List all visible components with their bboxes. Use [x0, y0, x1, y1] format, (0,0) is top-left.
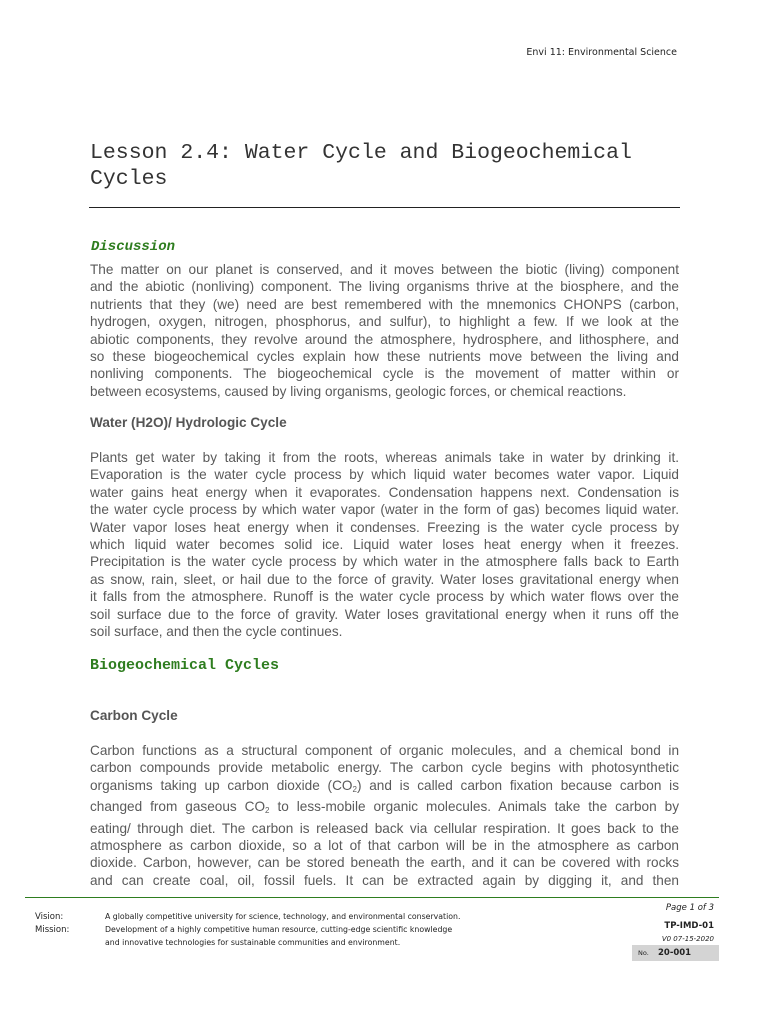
water-cycle-heading: Water (H2O)/ Hydrologic Cycle — [90, 415, 287, 430]
carbon-cycle-heading: Carbon Cycle — [90, 708, 178, 723]
lesson-title — [90, 140, 690, 192]
mission-text-line-1: Development of a highly competitive human resource, cutting-edge scientific knowledge — [105, 925, 453, 934]
paragraph-line: and the abiotic (nonliving) component. The living organisms thrive at the biosphere, and the — [90, 279, 679, 295]
text-run: to less-mobile organic molecules. Animals take the carbon by — [269, 799, 679, 815]
paragraph-line: Precipitation is the water cycle process by which water in the atmosphere falls back to Earth — [90, 554, 679, 570]
page-number: Page 1 of 3 — [665, 903, 714, 913]
text-run: ) and is called carbon fixation because carbon is — [356, 777, 679, 793]
paragraph-line: Evaporation is the water cycle process by which liquid water becomes water vapor. Liquid — [90, 467, 679, 483]
footer-divider — [25, 897, 719, 898]
paragraph-line: nutrients that they (we) need are best remembered with the mnemonics CHONPS (carbon, — [90, 296, 679, 312]
vision-label: Vision: — [35, 912, 64, 922]
biogeochemical-heading: Biogeochemical Cycles — [90, 657, 280, 674]
title-divider — [89, 207, 680, 208]
document-number-label: No. — [638, 949, 649, 957]
paragraph-line: hydrogen, oxygen, nitrogen, phosphorus, and sulfur), to highlight a few. If we look at the — [90, 314, 679, 330]
document-number-value: 20-001 — [658, 948, 692, 958]
paragraph-line: Plants get water by taking it from the roots, whereas animals take in water by drinking it. — [90, 450, 679, 465]
paragraph-line — [90, 798, 679, 819]
paragraph-line: and can create coal, oil, fossil fuels. It can be extracted again by digging it, and then — [90, 872, 679, 888]
discussion-paragraph — [90, 261, 679, 400]
water-cycle-paragraph — [90, 449, 679, 640]
paragraph-line: the water cycle process by which water vapor (water in the form of gas) becomes liquid water. — [90, 502, 679, 518]
paragraph-line: eating/ through diet. The carbon is released back via cellular respiration. It goes back to the — [90, 820, 679, 836]
document-code: TP-IMD-01 — [664, 921, 714, 931]
paragraph-line: it falls from the atmosphere. Runoff is the water cycle process by which water flows over the — [90, 589, 679, 605]
paragraph-line: nonliving components. The biogeochemical cycle is the movement of matter within or — [90, 366, 679, 382]
text-run: organisms taking up carbon dioxide (CO — [90, 777, 353, 793]
paragraph-line: soil surface due to the force of gravity. Water loses gravitational energy when it runs off the — [90, 606, 679, 622]
mission-label: Mission: — [35, 925, 70, 935]
paragraph-line: carbon compounds provide metabolic energy. The carbon cycle begins with photosynthetic — [90, 760, 679, 776]
course-header: Envi 11: Environmental Science — [526, 47, 677, 58]
mission-text-line-2: and innovative technologies for sustainable communities and environment. — [105, 938, 401, 947]
paragraph-line — [90, 777, 679, 798]
discussion-heading: Discussion — [91, 239, 176, 255]
paragraph-line: as snow, rain, sleet, or hail due to the force of gravity. Water loses gravitational energy when — [90, 571, 679, 587]
paragraph-line: soil surface, and then the cycle continues. — [90, 624, 343, 640]
paragraph-line: Water vapor loses heat energy when it condenses. Freezing is the water cycle process by — [90, 519, 679, 535]
vision-text: A globally competitive university for science, technology, and environmental conservation. — [105, 912, 461, 921]
lesson-title-line-1: Lesson 2.4: Water Cycle and Biogeochemical — [90, 141, 632, 165]
document-version: V0 07-15-2020 — [661, 935, 714, 943]
paragraph-line: so these biogeochemical cycles explain how these nutrients move between the living and — [90, 349, 679, 365]
paragraph-line: atmosphere as carbon dioxide, so a lot of that carbon will be in the atmosphere as carbon — [90, 838, 679, 854]
text-run: changed from gaseous CO — [90, 799, 266, 815]
paragraph-line: between ecosystems, caused by living organisms, geologic forces, or chemical reactions. — [90, 383, 627, 399]
paragraph-line: which liquid water becomes solid ice. Liquid water loses heat energy when it freezes. — [90, 537, 679, 553]
carbon-cycle-paragraph — [90, 742, 679, 889]
paragraph-line: abiotic components, they revolve around the atmosphere, hydrosphere, and lithosphere, and — [90, 331, 679, 347]
paragraph-line: water gains heat energy when it evaporates. Condensation happens next. Condensation is — [90, 484, 679, 500]
lesson-title-line-2: Cycles — [90, 167, 168, 191]
document-number-box — [632, 945, 719, 961]
paragraph-line: The matter on our planet is conserved, and it moves between the biotic (living) component — [90, 262, 679, 277]
paragraph-line: Carbon functions as a structural component of organic molecules, and a chemical bond in — [90, 743, 679, 758]
subscript: 2 — [352, 784, 357, 794]
paragraph-line: dioxide. Carbon, however, can be stored beneath the earth, and it can be covered with rocks — [90, 855, 679, 871]
subscript: 2 — [265, 806, 270, 816]
